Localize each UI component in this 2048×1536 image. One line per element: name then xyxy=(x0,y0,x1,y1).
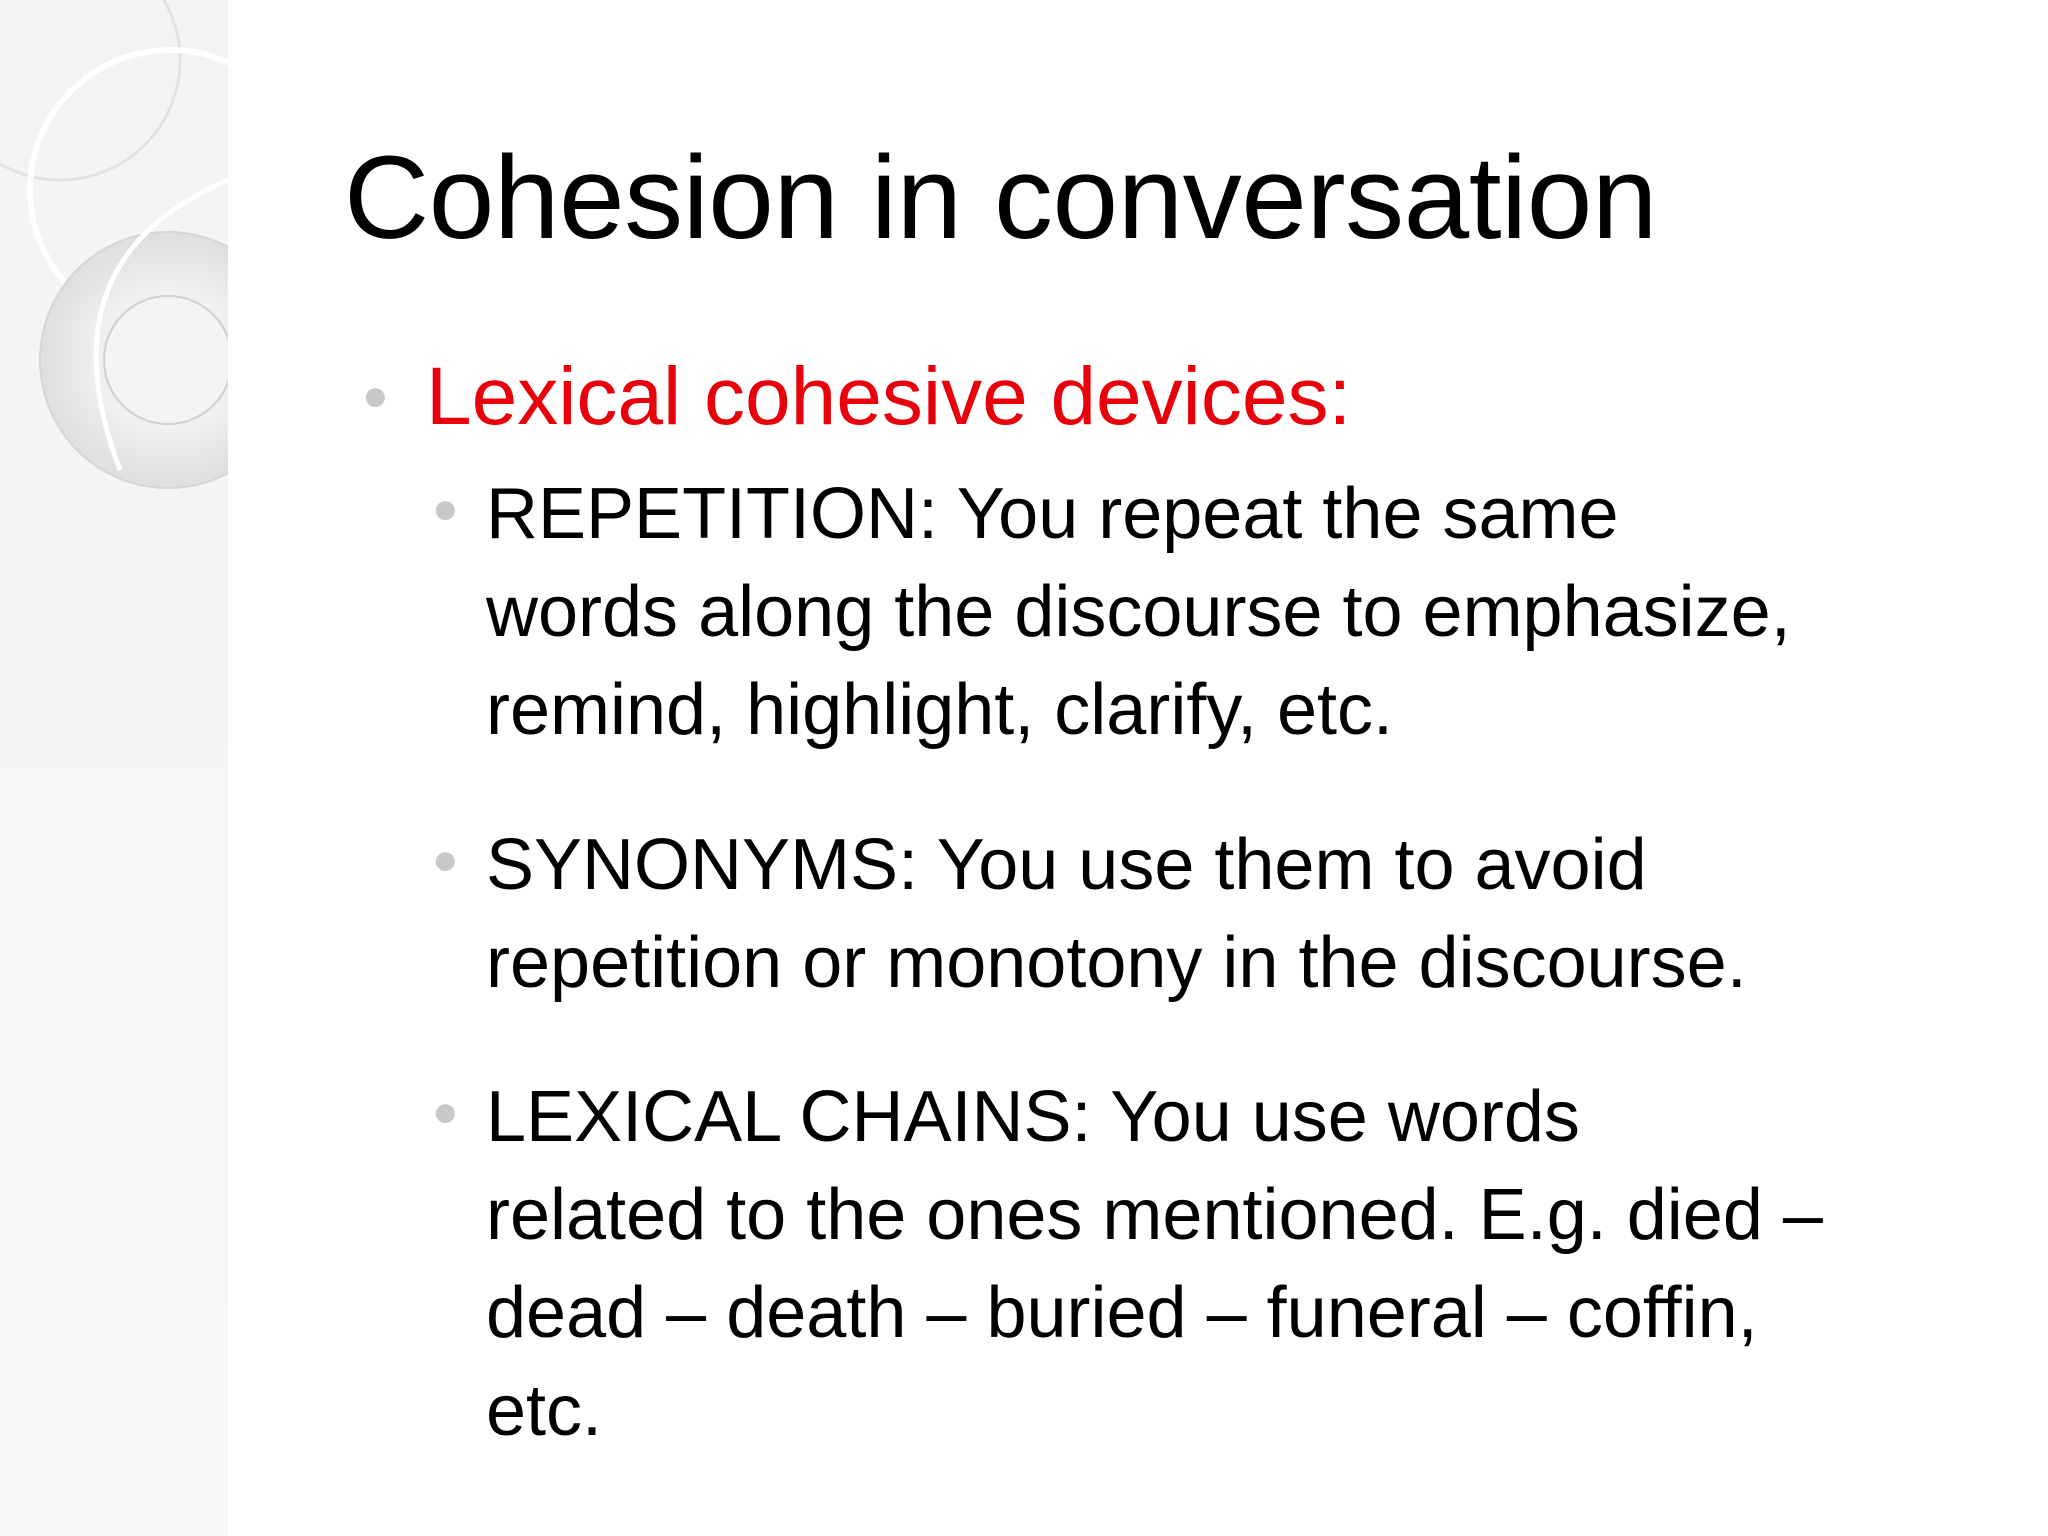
bullet-heading-text: Lexical cohesive devices: xyxy=(426,351,1352,442)
sub-bullet-synonyms xyxy=(432,816,1992,1012)
bullet-dot-icon: ● xyxy=(362,371,389,420)
sub-bullet-text: LEXICAL CHAINS: You use words related to the ones mentioned. E.g. died – dead – death – buried – funeral – coffin, etc. xyxy=(486,1077,1823,1451)
bullet-dot-icon: ● xyxy=(432,484,459,533)
sub-bullet-text: REPETITION: You repeat the same words along the discourse to emphasize, remind, highlight, clarify, etc. xyxy=(486,474,1791,750)
decorative-circles xyxy=(0,0,228,1536)
bullet-dot-icon: ● xyxy=(432,1087,459,1136)
sub-bullet-repetition xyxy=(432,465,1992,759)
slide-title: Cohesion in conversation xyxy=(344,132,1658,264)
decorative-side-panel xyxy=(0,0,228,1536)
sub-bullet-lexical-chains xyxy=(432,1068,1992,1460)
sub-bullet-text: SYNONYMS: You use them to avoid repetition or monotony in the discourse. xyxy=(486,825,1747,1003)
bullet-dot-icon: ● xyxy=(432,835,459,884)
bullet-lexical-cohesive-devices xyxy=(362,348,1962,446)
